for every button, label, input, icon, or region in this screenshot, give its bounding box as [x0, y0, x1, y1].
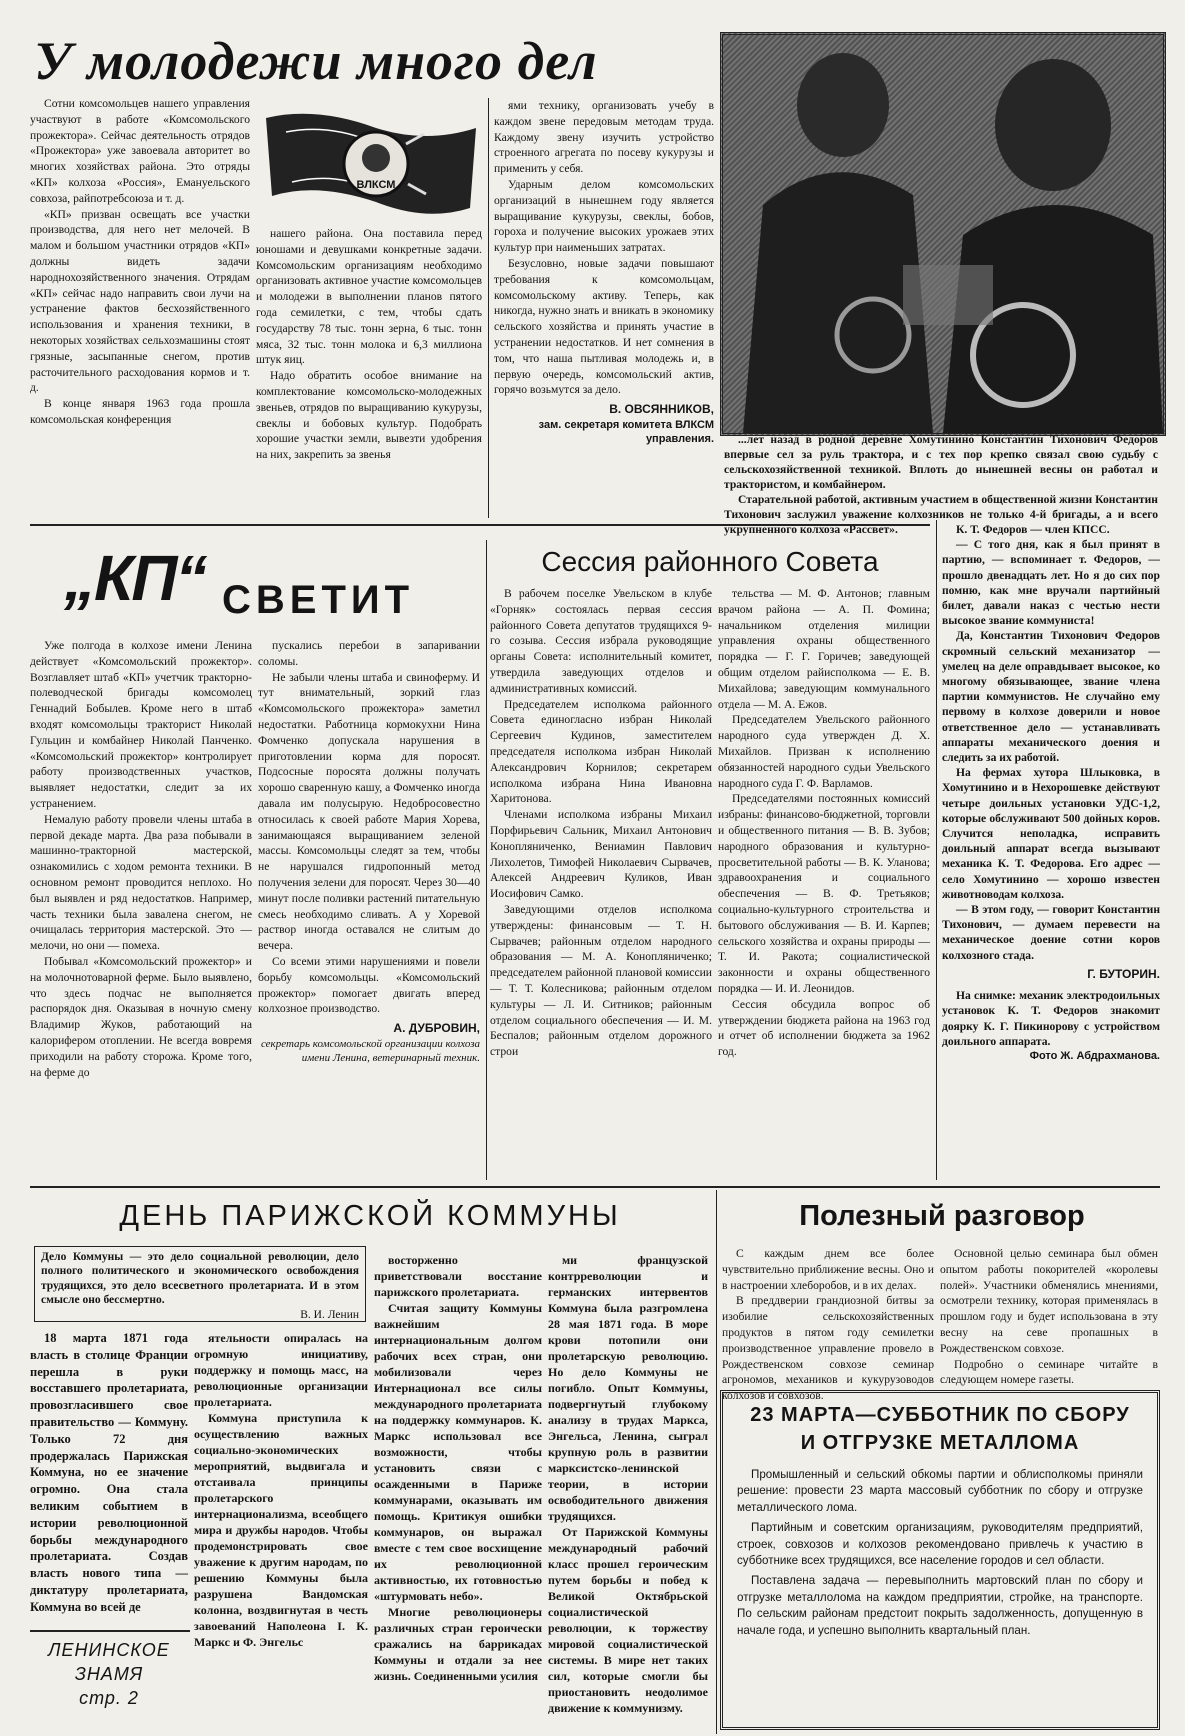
author-ovsyannikov: В. ОВСЯННИКОВ, [609, 402, 714, 417]
article-commune-col4: ми французской контрреволюции и германских интервентов Коммуна была разгромлена 28 мая 1871 года. В море крови потопили они пролетарскую революцию. Но дело Коммуны не погибло. Опыт Коммуны, подвергнутый глубокому анализу в трудах Маркса, Энгельса, Ленина, сыграл крупную роль в развитии марксистско-ленинской теории, в истории освободительного движения трудящихся. От Парижской Коммуны международный рабочий класс прошел героическим путем борьбы и побед к Великой Октябрьской социалистической революции, к торжеству мировой социалистической системы. В мире нет таких сил, которые смогли бы приостановить неодолимое движение к коммунизму. [548, 1253, 708, 1715]
article-kp-col1: Уже полгода в колхозе имени Ленина действует «Комсомольский прожектор». Возглавляет штаб «КП» учетчик тракторно-полеводческой бригады комсомолец Геннадий Бобылев. Кроме него в штаб входят комсомольцы тракторист Николай Гульцин и комбайнер Николай Панченко. «Комсомольский прожектор» контролирует работу производственных участков, выявляет недостатки, следит за их устранением. Немалую работу провели члены штаба в первой декаде марта. Два раза побывали в машинно-тракторной мастерской, ознакомились с ходом ремонта техники. В основном ремонт проводится неплохо. Но был выявлен и ряд недостатков. Например, часть техники была завалена снегом, не очищалась территория мастерской. Это — мелочи, но они — помеха. Побывал «Комсомольский прожектор» и на молочнотоварной ферме. Было выявлено, что здесь подчас не выполняется распорядок дня. Оказывая в ночную смену Владимир Жуков, работающий на калорифером отоплении. Не всегда вовремя приходили на работу сторожа. Кроме того, на ферме до [30, 639, 252, 1079]
author-ovsyannikov-title: зам. секретаря комитета ВЛКСМ управления. [538, 418, 714, 445]
article-youth-col1: Сотни комсомольцев нашего управления участвуют в работе «Комсомольского прожектора». Сейчас деятельность отрядов «Прожектора» уже завоевала авторитет во многих хозяйствах района. Это отряды «КП» колхоза «Россия», Емануельского совхоза, райпотребсоюза и т. д. «КП» призван освещать все участки производства, для него нет мелочей. В малом и большом участники отрядов «КП» должны видеть задачи народнохозяйственного значения. Отрядам «КП» сейчас надо направить свои лучи на устранение фактов бесхозяйственного использования и хранения техники, в некоторых хозяйствах сельхозмашины стоят грязные, засыпанные снегом, против расточительного расходования кормов и т. д. В конце января 1963 года прошла комсомольская конференция [30, 97, 250, 426]
headline-svetit: СВЕТИТ [222, 578, 415, 622]
article-talk-col1: С каждым днем все более чувствительно приближение весны. Оно и в настроении хлеборобов, и в их делах. В преддверии грандиозной битвы за изобилие сельскохозяйственных продуктов в пятом году семилетки производственное управление провело в Рождественском совхозе семинар агрономов, механиков и кукурузоводов колхозов и совхозов. [722, 1247, 934, 1403]
photo-credit: Фото Ж. Абдрахманова. [1029, 1049, 1160, 1062]
article-talk-col2: Основной целью семинара был обмен опытом работы покорителей «королевы полей». Участники обменялись мнениями, осмотрели технику, которая применялась в прошлом году и будет использована в эту весну на севе пропашных в Рождественском совхозе. Подробно о семинаре читайте в следующем номере газеты. [940, 1247, 1158, 1387]
headline-kp: „КП“ [64, 542, 206, 614]
page-number: стр. 2 [79, 1688, 139, 1708]
subbotnik-para-1: Промышленный и сельский обкомы партии и облисполкомы приняли решение: провести 23 марта массовый субботник по сбору и отгрузке металлического лома. [737, 1468, 1143, 1514]
photo-note-fedorov: На снимке: механик электродоильных установок К. Т. Федоров знакомит доярку К. Г. Пикинорову с устройством доильного аппарата. [942, 989, 1160, 1048]
article-session-col1: В рабочем поселке Увельском в клубе «Горняк» состоялась первая сессия районного Совета депутатов трудящихся 9-го созыва. Сессия избрала руководящие органы Совета: исполнительный комитет, утвердила заведующих отделов и административных комиссий. Председателем исполкома районного Совета единогласно избран Николай Сергеевич Кудинов, заместителем председателя исполкома избран Николай Александрович Корнилов; секретарем исполкома избрана Нина Ивановна Харитонова. Членами исполкома избраны Михаил Порфирьевич Сальник, Михаил Антонович Конопляниченко, Вениамин Павлович Лихолетов, Тимофей Николаевич Сырвачев, Алексей Андреевич Куликов, Иван Иосифович Самко. Заведующими отделов исполкома утверждены: финансовым — Т. Н. Сырвачев; районным отделом народного образования — М. А. Конопляниченко; председателем районной плановой комиссии — Т. Т. Колесникова; районным отделом культуры — Л. И. Ситников; районным отделом социального обеспечения — И. М. Беспалов; районным отделом дорожного строи [490, 587, 712, 1059]
svg-text:ВЛКСМ: ВЛКСМ [356, 179, 396, 191]
headline-session: Сессия районного Совета [541, 546, 879, 577]
photo-fedorov [720, 32, 1166, 436]
article-commune-col3: восторженно приветствовали восстание парижского пролетариата. Считая защиту Коммуны важнейшим интернациональным долгом рабочих всех стран, они мобилизовали через Интернационал все силы международного пролетариата на поддержку коммунаров. К. Маркс использовал все возможности, чтобы установить связи с осажденными в Париже коммунарами, оказывать им помощь. Критикуя ошибки коммунаров, он выражал вместе с тем свое восхищение их революционной активностью, их готовностью «штурмовать небо». Многие революционеры различных стран героически сражались на баррикадах Коммуны и отдали за нее жизнь. Соединенными усилия [374, 1253, 542, 1683]
photo-caption-fedorov: ...лет назад в родной деревне Хомутинино Константин Тихонович Федоров впервые сел за руль трактора, и с тех пор крепко связал свою судьбу с сельскохозяйственной техникой. Вплоть до нынешней весны он работал и трактористом, и комбайнером. Старательной работой, активным участием в общественной жизни Константин Тихонович заслужил уважение колхозников не только 4-й бригады, а и всего укрупненного колхоза «Рассвет». [724, 433, 1158, 536]
article-fedorov: К. Т. Федоров — член КПСС. — С того дня, как я был принят в партию, — вспоминает т. Федоров, — прошло двенадцать лет. Но я до сих пор помню, как мне вручали партийный билет, давали наказ с честью нести высокое звание коммуниста! Да, Константин Тихонович Федоров скромный сельский механизатор — умелец на деле оправдывает высокое, ко многому обязывающее, звание члена партии коммунистов. Не случайно ему первому в колхозе доверили и новое ответственное дело — устанавливать аппараты механического доения и следить за их работой. На фермах хутора Шлыковка, в Хомутинино и в Нехорошевке действуют четыре доильных установки УДС-1,2, которые обслуживают 500 дойных коров. Случится неполадка, исправить доильный аппарат всегда вызывают механика К. Т. Федорова. Его адрес — село Хомутинино — хорошо известен животноводам колхоза. — В этом году, — говорит Константин Тихонович, — думаем перевести на механическое доение сотни коров колхозного стада. Г. БУТОРИН. На снимке: механик электродоильных установок К. Т. Федоров знакомит доярку К. Г. Пикинорову с устройством доильного аппарата. Фото Ж. Абдрахманова. [942, 523, 1160, 1062]
subbotnik-headline: 23 МАРТА—СУББОТНИК ПО СБОРУ И ОТГРУЗКЕ МЕТАЛЛОМА [750, 1404, 1130, 1454]
subbotnik-para-2: Партийным и советским организациям, руководителям предприятий, строек, совхозов и колхозов рекомендовано привлечь к участию в субботнике всех трудящихся, все население городов и сел области. [737, 1521, 1143, 1568]
article-kp-col2: пускались перебои в запаривании соломы. Не забыли члены штаба и свиноферму. И тут внимательный, зоркий глаз «Комсомольского прожектора» заметил недостатки. Работница кормокухни Нина Фомченко допускала нарушения в приготовлении корма для поросят. Подсосные поросята должны получать хорошо сваренную кашу, а Фомченко иногда давала им полусырую. Недобросовестно относилась к своей работе Мария Хорева, занимающаяся выращиванием зеленой массы. Комсомольцы следят за тем, чтобы не нарушался гидропонный метод получения зелени для поросят. Через 30—40 минут после поливки растений питательную смесь необходимо сливать. А у Хоревой раствор иногда оставался не слитым до вечера. Со всеми этими нарушениями и повели борьбу комсомольцы. «Комсомольский прожектор» помогает двигать вперед колхозное производство. А. ДУБРОВИН, секретарь комсомольской организации колхоза имени Ленина, ветеринарный техник. [258, 639, 480, 1064]
lenin-quote-author: В. И. Ленин [300, 1308, 359, 1321]
article-commune-col1: 18 марта 1871 года власть в столице Франции перешла в руки восставшего пролетариата, провозгласившего свое правительство — Коммуну. Только 72 дня продержалась Парижская Коммуна, но ее значение огромно. Она стала великим событием в истории революционной борьбы международного пролетариата. Создав власть нового типа — диктатуру пролетариата, Коммуна во всей де [30, 1331, 188, 1614]
article-session-col2: тельства — М. Ф. Антонов; главным врачом района — А. П. Фомина; начальником отделения милиции управления охраны общественного порядка — Г. Г. Горичев; заведующей общим отделом райисполкома — Е. В. Михайлова; заведующим коммунального отдела — М. А. Ежов. Председателем Увельского районного народного суда утвержден Д. Х. Михайлов. Призван к исполнению обязанностей народного судьи Увельского народного суда Г. Ф. Варламов. Председателями постоянных комиссий избраны: финансово-бюджетной, торговли и общественного питания — В. В. Зубов; народного образования и культурно-просветительной работы — В. К. Уланова; здравоохранения и социального обеспечения — В. Ф. Третьяков; социально-культурного строительства и бытового обслуживания — В. И. Карпев; сельского хозяйства и охраны природы — Т. И. Ракота; социалистической законности и охраны общественного порядка — И. И. Леонидов. Сессия обсудила вопрос об утверждении бюджета района на 1963 год и отчет об исполнении бюджета за 1962 год. [718, 587, 930, 1059]
headline-youth: У молодежи много дел [34, 31, 598, 91]
headline-useful-talk: Полезный разговор [799, 1200, 1085, 1232]
headline-paris-commune: ДЕНЬ ПАРИЖСКОЙ КОММУНЫ [119, 1200, 621, 1232]
article-youth-col2: нашего района. Она поставила перед юношами и девушками конкретные задачи. Комсомольским организациям необходимо организовать активное участие комсомольцев и молодежи в выполнении планов пятого года семилетки, с тем, чтобы сдать государству 78 тыс. тонн зерна, 6 тыс. тонн мяса, 32 тыс. тонн молока и 6,3 миллиона штук яиц. Надо обратить особое внимание на комплектование комсомольско-молодежных звеньев, отрядов по выращиванию кукурузы, свеклы и бобовых культур. Подобрать хорошие участки земли, вывезти удобрения на них, закрепить за звенья [256, 227, 482, 462]
author-butorin: Г. БУТОРИН. [1087, 966, 1160, 981]
author-dubrovin: А. ДУБРОВИН, [393, 1021, 480, 1036]
author-dubrovin-title: секретарь комсомольской организации колхоза имени Ленина, ветеринарный техник. [260, 1037, 480, 1064]
article-commune-col2: ятельности опиралась на огромную инициативу, поддержку и помощь масс, на революционные организации пролетариата. Коммуна приступила к осуществлению важных социально-экономических мероприятий, выдвигала и отстаивала принципы пролетарского интернационализма, всеобщего мира и дружбы народов. Чтобы продемонстрировать свое уважение к другим народам, по решению Коммуны была разрушена Вандомская колонна, воздвигнутая в честь завоеваний Наполеона I. К. Маркс и Ф. Энгельс [194, 1331, 368, 1649]
lenin-quote: Дело Коммуны — это дело социальной революции, дело полного политического и экономического освобождения трудящихся, это дело всесветного пролетариата. И в этом смысле оно бессмертно. [41, 1251, 359, 1307]
lenin-quote-box [34, 1246, 366, 1322]
article-youth-col3: ями технику, организовать учебу в каждом звене передовым методам труда. Каждому звену изучить устройство строенного агрегата по посеву кукурузы и применить у себя. Ударным делом комсомольских организаций в нынешнем году является выращивание кукурузы, свеклы, бобов, гороха и получение высоких урожаев этих культур при наименьших затратах. Безусловно, новые задачи повышают требования к комсомольцам, комсомольскому активу. Теперь, как никогда, нужно знать и вникать в экономику сельского хозяйства и принять участие в устранении недостатков. И нет сомнения в том, что наша пытливая молодежь и, в первую очередь, комсомольский актив, горячо возьмутся за дело. В. ОВСЯННИКОВ, зам. секретаря комитета ВЛКСМ управления. [494, 99, 714, 445]
subbotnik-para-3: Поставлена задача — перевыполнить мартовский план по сбору и отгрузке металлолома на каждом предприятии, стройке, на транспорте. По сельским районам предстоит покрыть задолженность, допущенную в начале года, и успешно выполнить квартальный план. [737, 1574, 1143, 1637]
subbotnik-box [720, 1390, 1160, 1730]
vlksm-emblem-icon [256, 98, 484, 228]
footer-masthead: ЛЕНИНСКОЕ ЗНАМЯ стр. 2 [34, 1638, 184, 1710]
